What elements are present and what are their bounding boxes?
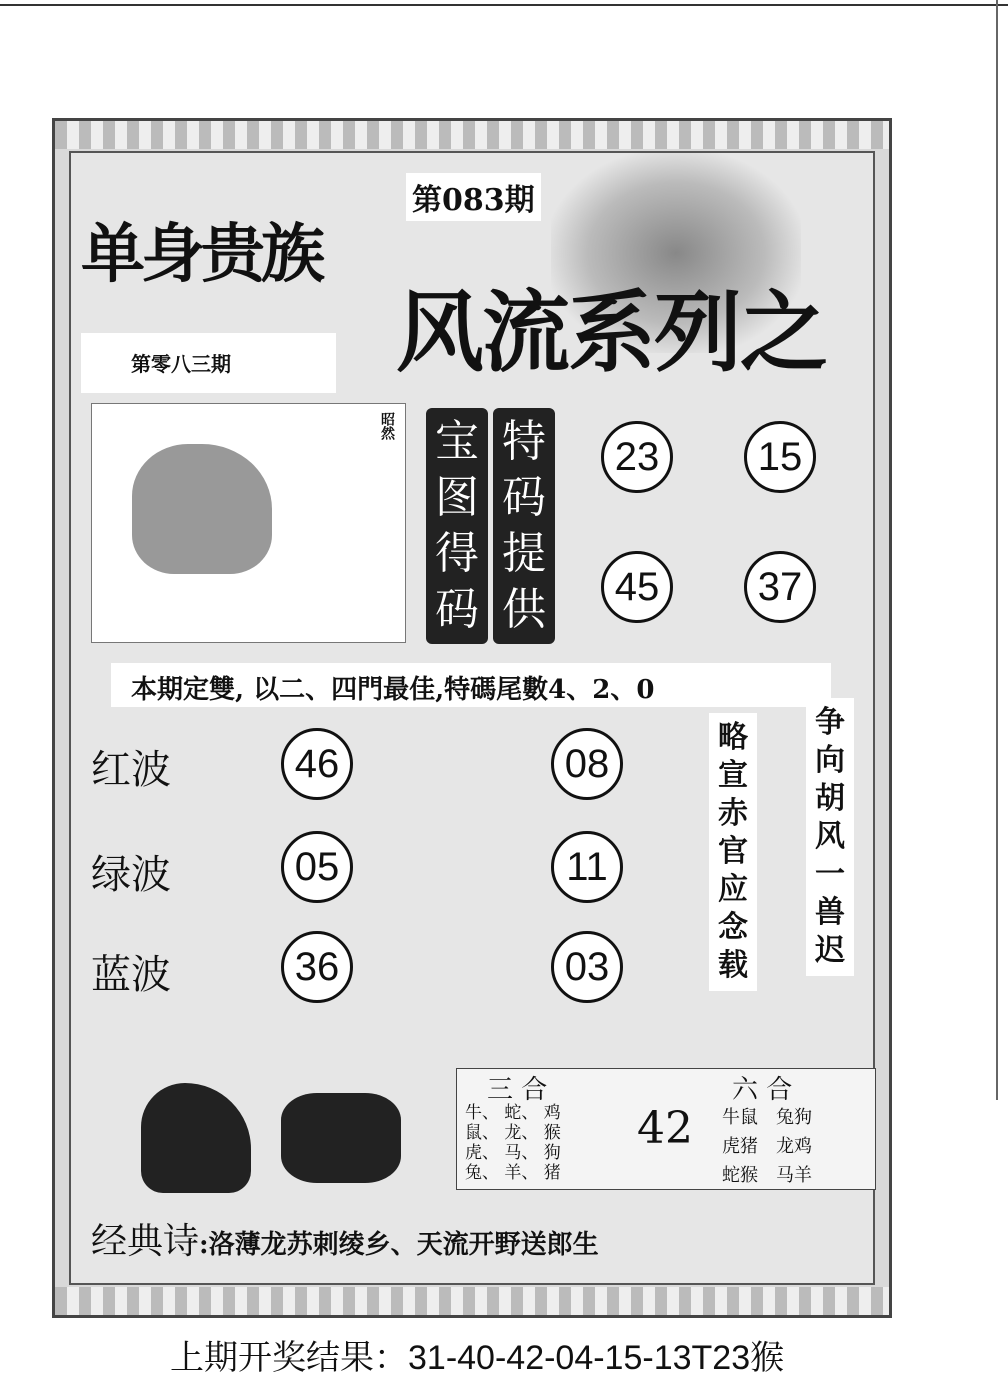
- series-title: 风流系列之: [396, 280, 827, 384]
- vertical-label-right: [493, 408, 555, 644]
- seal-text: 昭然: [379, 412, 395, 440]
- sanhe-row: 鼠、 龙、 猴: [465, 1123, 561, 1143]
- issue-number: 第083期: [406, 173, 541, 221]
- ox-image: [281, 1093, 401, 1183]
- char: 得: [435, 528, 479, 579]
- liuhe-list: [722, 1103, 812, 1190]
- number-ball: 05: [281, 831, 353, 903]
- number-ball: 08: [551, 728, 623, 800]
- char: 赤: [718, 796, 748, 831]
- char: 争: [815, 705, 845, 740]
- right-rule: [996, 0, 998, 1100]
- goat-dragon-illustration: [91, 403, 406, 643]
- center-number: 42: [637, 1103, 693, 1154]
- char: 供: [502, 584, 546, 635]
- char: 兽: [815, 895, 845, 930]
- issue-chinese: 第零八三期: [81, 333, 336, 393]
- wave-label-green: 绿波: [91, 852, 171, 898]
- poster-body: [69, 151, 875, 1285]
- char: 码: [502, 472, 546, 523]
- sanhe-title: 三 合: [487, 1075, 548, 1105]
- liuhe-row: 虎猪 龙鸡: [722, 1136, 812, 1157]
- sanhe-row: 牛、 蛇、 鸡: [465, 1103, 561, 1123]
- vertical-label-left: [426, 408, 488, 644]
- top-border-pattern: [55, 121, 889, 149]
- rooster-ox-image: [131, 1063, 411, 1203]
- number-ball: 36: [281, 931, 353, 1003]
- number-ball: 46: [281, 728, 353, 800]
- number-ball: 37: [744, 551, 816, 623]
- liuhe-title: 六 合: [732, 1075, 793, 1105]
- char: 一: [815, 857, 845, 892]
- wave-label-blue: 蓝波: [91, 952, 171, 998]
- lottery-poster: [52, 118, 892, 1318]
- char: 念: [718, 910, 748, 945]
- sanhe-row: 虎、 马、 狗: [465, 1143, 561, 1163]
- char: 图: [435, 472, 479, 523]
- poem-label: 经典诗: [91, 1221, 200, 1262]
- char: 载: [718, 948, 748, 983]
- liuhe-row: 蛇猴 马羊: [722, 1165, 812, 1186]
- number-ball: 03: [551, 931, 623, 1003]
- char: 特: [502, 416, 546, 467]
- sanhe-row: 兔、 羊、 猪: [465, 1163, 561, 1183]
- number-ball: 45: [601, 551, 673, 623]
- number-ball: 23: [601, 421, 673, 493]
- last-draw-result: 上期开奖结果：31-40-42-04-15-13T23猴: [170, 1339, 785, 1377]
- char: 提: [502, 528, 546, 579]
- char: 宝: [435, 416, 479, 467]
- number-ball: 11: [551, 831, 623, 903]
- char: 向: [815, 743, 845, 778]
- wave-label-red: 红波: [91, 747, 171, 793]
- char: 官: [718, 834, 748, 869]
- vertical-poem-1: [709, 713, 757, 991]
- liuhe-row: 牛鼠 兔狗: [722, 1107, 812, 1128]
- char: 风: [815, 819, 845, 854]
- left-title: 单身贵族: [81, 217, 321, 292]
- tip-note: 本期定雙, 以二、四門最佳,特碼尾數4、2、0: [111, 663, 831, 707]
- char: 迟: [815, 933, 845, 968]
- rooster-image: [141, 1083, 251, 1193]
- top-rule: [0, 4, 1008, 6]
- char: 胡: [815, 781, 845, 816]
- char: 码: [435, 584, 479, 635]
- vertical-poem-2: [806, 698, 854, 976]
- goat-image: [132, 444, 272, 574]
- char: 略: [718, 720, 748, 755]
- sanhe-list: [465, 1103, 561, 1183]
- char: 宣: [718, 758, 748, 793]
- poem-text: :洛薄龙苏刺绫乡、天流开野送郎生: [199, 1230, 599, 1260]
- number-ball: 15: [744, 421, 816, 493]
- zodiac-table: [456, 1068, 876, 1190]
- classic-poem: [91, 1213, 599, 1264]
- bottom-border-pattern: [55, 1287, 889, 1315]
- char: 应: [718, 872, 748, 907]
